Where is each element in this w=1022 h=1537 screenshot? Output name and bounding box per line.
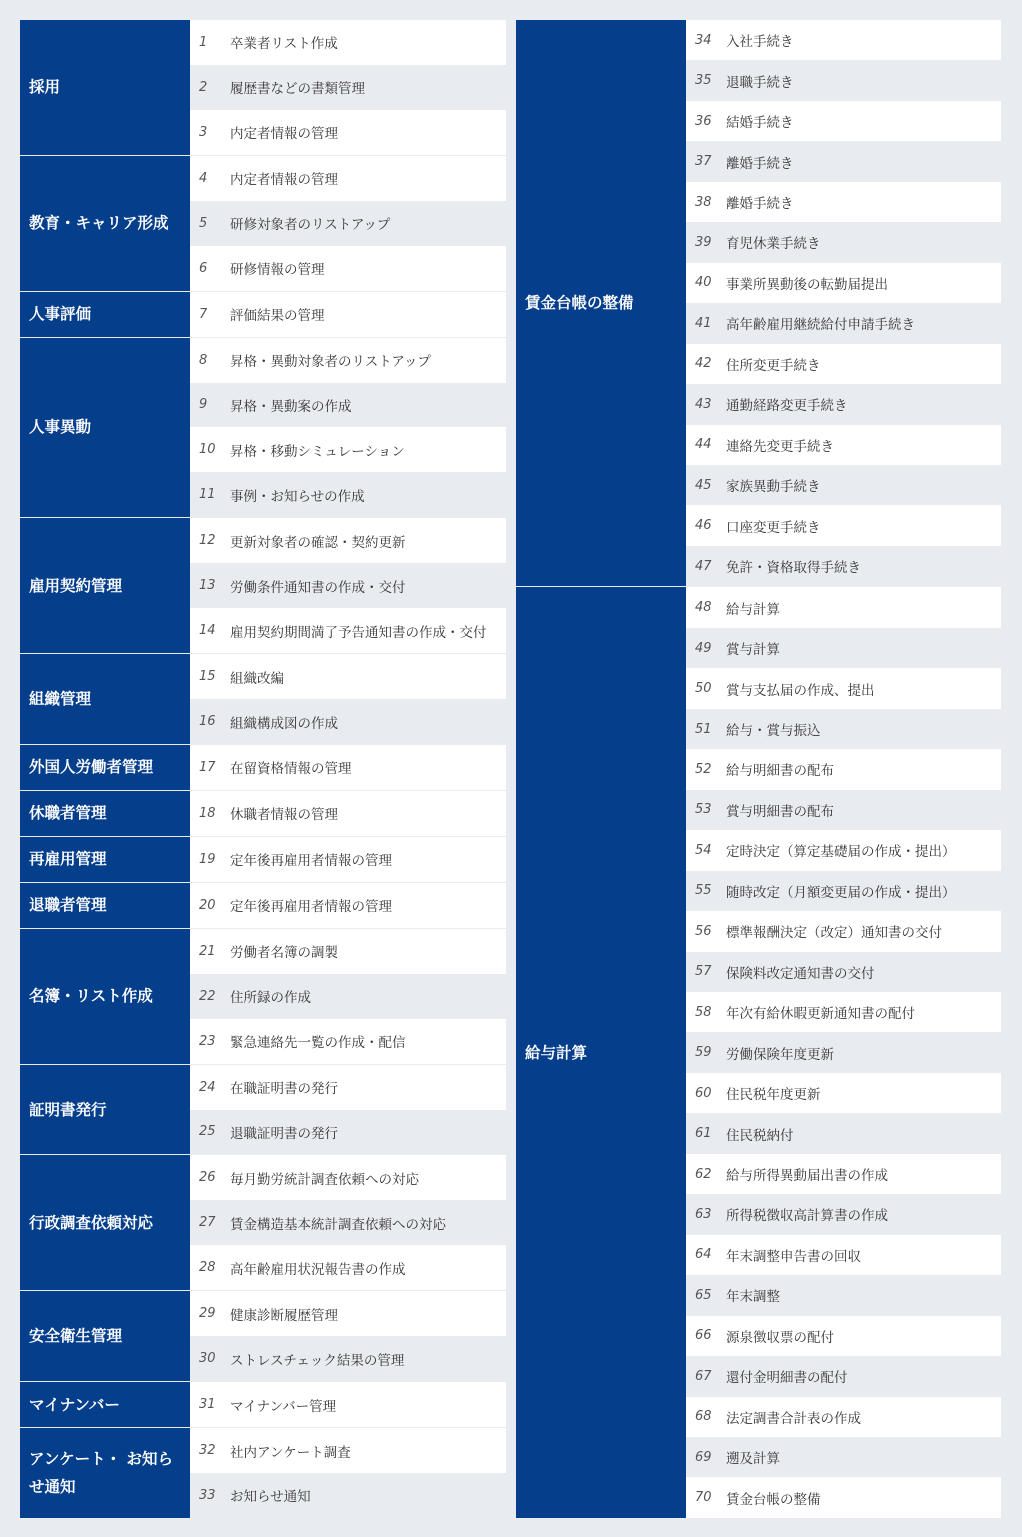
task-row	[190, 1428, 506, 1473]
task-number: 68	[695, 1409, 712, 1425]
task-row	[686, 830, 1001, 870]
task-row	[686, 1032, 1001, 1072]
category-label: 給与計算	[516, 587, 686, 1518]
task-text: 研修情報の管理	[230, 262, 325, 279]
task-number: 46	[695, 518, 712, 534]
task-number: 23	[199, 1033, 216, 1049]
task-text: 事例・お知らせの作成	[230, 488, 365, 505]
task-number: 14	[199, 623, 216, 639]
task-row	[190, 837, 506, 882]
task-row	[190, 699, 506, 744]
task-text: 定年後再雇用者情報の管理	[230, 853, 392, 870]
category-label: 行政調査依頼対応	[20, 1155, 190, 1290]
task-row	[190, 1336, 506, 1381]
task-number: 45	[695, 477, 712, 493]
task-number: 21	[199, 943, 216, 959]
task-number: 2	[199, 79, 208, 95]
task-row	[190, 974, 506, 1019]
task-number: 41	[695, 315, 712, 331]
task-text: 免許・資格取得手続き	[726, 560, 861, 577]
task-number: 3	[199, 124, 208, 140]
task-number: 69	[695, 1449, 712, 1465]
task-text: 住民税年度更新	[726, 1087, 821, 1104]
task-text: 高年齢雇用状況報告書の作成	[230, 1261, 406, 1278]
task-text: 健康診断履歴管理	[230, 1307, 338, 1324]
task-text: 還付金明細書の配付	[726, 1370, 848, 1387]
task-number: 49	[695, 640, 712, 656]
category-group	[20, 837, 506, 883]
task-row	[686, 384, 1001, 424]
task-list	[190, 1291, 506, 1381]
task-number: 57	[695, 964, 712, 980]
task-text: 賞与明細書の配布	[726, 803, 834, 820]
task-text: 研修対象者のリストアップ	[230, 217, 391, 234]
task-text: 雇用契約期間満了予告通知書の作成・交付	[230, 624, 487, 641]
category-label: アンケート・ お知らせ通知	[20, 1428, 190, 1518]
left-task-table	[20, 20, 506, 1518]
task-number: 27	[199, 1215, 216, 1231]
task-text: 評価結果の管理	[230, 308, 325, 325]
task-number: 48	[695, 600, 712, 616]
task-list	[190, 837, 506, 882]
task-row	[686, 1356, 1001, 1396]
task-text: 退職手続き	[726, 74, 794, 91]
category-group	[20, 1428, 506, 1518]
task-row	[686, 1235, 1001, 1275]
task-number: 70	[695, 1490, 712, 1506]
task-list	[190, 791, 506, 836]
task-text: 離婚手続き	[726, 155, 794, 172]
task-row	[686, 790, 1001, 830]
task-row	[686, 60, 1001, 100]
task-list	[190, 883, 506, 928]
task-text: 昇格・移動シミュレーション	[230, 443, 405, 460]
task-row	[686, 1154, 1001, 1194]
task-text: 休職者情報の管理	[230, 807, 338, 824]
task-number: 53	[695, 802, 712, 818]
category-group	[20, 883, 506, 929]
task-row	[686, 505, 1001, 545]
task-row	[190, 1245, 506, 1290]
task-text: 定時決定（算定基礎届の作成・提出）	[726, 844, 956, 861]
task-row	[190, 1291, 506, 1336]
category-group	[20, 1155, 506, 1291]
task-number: 1	[199, 34, 208, 50]
task-row	[686, 668, 1001, 708]
task-number: 19	[199, 851, 216, 867]
task-list	[190, 518, 506, 653]
task-row	[190, 292, 506, 337]
task-row	[190, 654, 506, 699]
task-row	[190, 65, 506, 110]
task-row	[686, 303, 1001, 343]
task-number: 12	[199, 533, 216, 549]
task-list	[190, 20, 506, 155]
category-label: 採用	[20, 20, 190, 155]
task-text: 給与明細書の配布	[726, 763, 834, 780]
task-number: 39	[695, 234, 712, 250]
task-row	[686, 749, 1001, 789]
task-row	[190, 563, 506, 608]
task-number: 7	[199, 306, 208, 322]
task-row	[686, 344, 1001, 384]
task-text: 定年後再雇用者情報の管理	[230, 899, 392, 916]
task-row	[190, 1473, 506, 1518]
task-text: 保険料改定通知書の交付	[726, 965, 875, 982]
task-number: 29	[199, 1306, 216, 1322]
task-row	[686, 709, 1001, 749]
category-label: 名簿・リスト作成	[20, 929, 190, 1064]
task-row	[686, 1275, 1001, 1315]
task-row	[686, 101, 1001, 141]
task-row	[686, 628, 1001, 668]
task-text: 賃金構造基本統計調査依頼への対応	[230, 1216, 446, 1233]
category-label: マイナンバー	[20, 1382, 190, 1427]
task-number: 42	[695, 356, 712, 372]
task-list	[190, 1065, 506, 1155]
task-number: 11	[199, 487, 216, 503]
category-group	[20, 654, 506, 745]
task-row	[686, 992, 1001, 1032]
task-number: 34	[695, 32, 712, 48]
task-text: 結婚手続き	[726, 115, 794, 132]
task-number: 33	[199, 1487, 216, 1503]
task-row	[686, 871, 1001, 911]
task-list	[190, 745, 506, 790]
category-group	[20, 518, 506, 654]
task-row	[686, 1477, 1001, 1517]
task-text: 賞与支払届の作成、提出	[726, 682, 875, 699]
task-number: 59	[695, 1045, 712, 1061]
task-number: 28	[199, 1260, 216, 1276]
task-row	[190, 383, 506, 428]
category-group	[20, 1291, 506, 1382]
task-text: 労働者名簿の調製	[230, 945, 338, 962]
task-row	[686, 465, 1001, 505]
category-group	[20, 292, 506, 338]
task-text: 労働保険年度更新	[726, 1046, 834, 1063]
task-row	[190, 929, 506, 974]
task-number: 43	[695, 396, 712, 412]
task-number: 16	[199, 714, 216, 730]
task-text: 給与計算	[726, 601, 780, 618]
task-row	[190, 156, 506, 201]
task-text: ストレスチェック結果の管理	[230, 1352, 405, 1369]
task-row	[686, 182, 1001, 222]
task-number: 44	[695, 437, 712, 453]
category-group	[20, 1065, 506, 1156]
task-text: 昇格・異動対象者のリストアップ	[230, 354, 431, 371]
task-number: 36	[695, 113, 712, 129]
task-row	[190, 1065, 506, 1110]
task-number: 50	[695, 681, 712, 697]
task-text: 所得税徴収高計算書の作成	[726, 1208, 888, 1225]
task-row	[190, 1019, 506, 1064]
task-number: 52	[695, 761, 712, 777]
task-row	[190, 1200, 506, 1245]
task-text: 内定者情報の管理	[230, 126, 338, 143]
category-label: 教育・キャリア形成	[20, 156, 190, 291]
task-row	[190, 791, 506, 836]
category-label: 退職者管理	[20, 883, 190, 928]
task-row	[686, 1194, 1001, 1234]
task-number: 37	[695, 154, 712, 170]
task-row	[686, 141, 1001, 181]
task-row	[686, 1113, 1001, 1153]
category-label: 再雇用管理	[20, 837, 190, 882]
category-group	[20, 338, 506, 519]
task-number: 4	[199, 170, 208, 186]
task-number: 62	[695, 1166, 712, 1182]
task-list	[686, 587, 1001, 1518]
task-number: 8	[199, 352, 208, 368]
task-text: 年次有給休暇更新通知書の配付	[726, 1006, 915, 1023]
task-text: 昇格・異動案の作成	[230, 398, 352, 415]
task-list	[190, 654, 506, 744]
task-row	[190, 518, 506, 563]
task-number: 51	[695, 721, 712, 737]
task-row	[686, 1316, 1001, 1356]
task-text: 源泉徴収票の配付	[726, 1329, 834, 1346]
task-number: 30	[199, 1351, 216, 1367]
category-label: 人事異動	[20, 338, 190, 518]
task-number: 31	[199, 1397, 216, 1413]
task-row	[686, 1073, 1001, 1113]
task-row	[686, 222, 1001, 262]
task-list	[190, 156, 506, 291]
task-text: 遡及計算	[726, 1451, 780, 1468]
task-text: 在留資格情報の管理	[230, 761, 352, 778]
task-row	[190, 338, 506, 383]
task-text: 住民税納付	[726, 1127, 794, 1144]
task-row	[686, 911, 1001, 951]
task-list	[686, 20, 1001, 586]
category-group	[20, 929, 506, 1065]
task-text: マイナンバー管理	[230, 1398, 337, 1415]
task-row	[686, 263, 1001, 303]
task-row	[190, 472, 506, 517]
task-number: 54	[695, 842, 712, 858]
task-number: 26	[199, 1170, 216, 1186]
task-text: 年末調整申告書の回収	[726, 1248, 861, 1265]
category-group	[516, 587, 1001, 1518]
category-group	[20, 745, 506, 791]
task-number: 18	[199, 805, 216, 821]
task-number: 32	[199, 1443, 216, 1459]
category-group	[20, 791, 506, 837]
category-label: 賃金台帳の整備	[516, 20, 686, 586]
task-text: 内定者情報の管理	[230, 172, 338, 189]
task-number: 13	[199, 578, 216, 594]
task-number: 38	[695, 194, 712, 210]
task-row	[190, 1110, 506, 1155]
category-label: 人事評価	[20, 292, 190, 337]
category-group	[20, 20, 506, 156]
task-number: 24	[199, 1079, 216, 1095]
task-text: 賃金台帳の整備	[726, 1491, 821, 1508]
task-row	[190, 608, 506, 653]
category-label: 安全衛生管理	[20, 1291, 190, 1381]
task-number: 66	[695, 1328, 712, 1344]
task-row	[190, 745, 506, 790]
task-text: 連絡先変更手続き	[726, 438, 834, 455]
category-label: 証明書発行	[20, 1065, 190, 1155]
task-number: 9	[199, 397, 208, 413]
task-number: 25	[199, 1124, 216, 1140]
task-number: 6	[199, 260, 208, 276]
task-text: 口座変更手続き	[726, 519, 821, 536]
task-row	[686, 20, 1001, 60]
task-number: 60	[695, 1085, 712, 1101]
task-list	[190, 929, 506, 1064]
category-label: 休職者管理	[20, 791, 190, 836]
task-row	[686, 546, 1001, 586]
task-number: 22	[199, 988, 216, 1004]
task-text: 毎月勤労統計調査依頼への対応	[230, 1171, 419, 1188]
right-task-table	[516, 20, 1001, 1518]
category-label: 組織管理	[20, 654, 190, 744]
task-list	[190, 1155, 506, 1290]
category-label: 外国人労働者管理	[20, 745, 190, 790]
task-row	[190, 246, 506, 291]
category-group	[20, 156, 506, 292]
task-text: 卒業者リスト作成	[230, 36, 338, 53]
task-text: 更新対象者の確認・契約更新	[230, 534, 406, 551]
task-text: 退職証明書の発行	[230, 1125, 338, 1142]
task-number: 56	[695, 923, 712, 939]
task-row	[190, 1155, 506, 1200]
task-row	[190, 883, 506, 928]
task-list	[190, 292, 506, 337]
task-number: 64	[695, 1247, 712, 1263]
task-text: 事業所異動後の転勤届提出	[726, 276, 888, 293]
task-text: 通勤経路変更手続き	[726, 398, 848, 415]
task-list	[190, 1428, 506, 1518]
task-text: 給与所得異動届出書の作成	[726, 1168, 888, 1184]
task-text: 在職証明書の発行	[230, 1081, 338, 1098]
task-text: 賞与計算	[726, 642, 780, 659]
task-text: 組織改編	[230, 670, 284, 687]
task-text: 法定調書合計表の作成	[726, 1410, 861, 1427]
task-number: 63	[695, 1206, 712, 1222]
task-row	[190, 427, 506, 472]
category-group	[516, 20, 1001, 587]
task-row	[190, 20, 506, 65]
task-number: 65	[695, 1287, 712, 1303]
task-row	[190, 1382, 506, 1427]
task-number: 40	[695, 275, 712, 291]
task-text: 社内アンケート調査	[230, 1444, 351, 1461]
task-row	[686, 587, 1001, 627]
category-group	[20, 1382, 506, 1428]
task-number: 55	[695, 883, 712, 899]
task-text: 育児休業手続き	[726, 236, 821, 253]
task-text: 家族異動手続き	[726, 479, 821, 496]
task-text: 年末調整	[726, 1289, 780, 1306]
task-text: 入社手続き	[726, 34, 794, 51]
task-text: 住所変更手続き	[726, 357, 821, 374]
task-row	[686, 1437, 1001, 1477]
category-label: 雇用契約管理	[20, 518, 190, 653]
task-number: 47	[695, 558, 712, 574]
task-row	[686, 952, 1001, 992]
task-text: 組織構成図の作成	[230, 715, 338, 732]
task-row	[686, 1397, 1001, 1437]
task-row	[686, 425, 1001, 465]
task-list	[190, 1382, 506, 1427]
task-number: 5	[199, 215, 208, 231]
task-list	[190, 338, 506, 518]
task-number: 20	[199, 897, 216, 913]
task-number: 61	[695, 1126, 712, 1142]
task-text: 労働条件通知書の作成・交付	[230, 579, 406, 596]
task-text: 履歴書などの書類管理	[230, 81, 365, 98]
task-text: 緊急連絡先一覧の作成・配信	[230, 1035, 406, 1052]
task-text: お知らせ通知	[230, 1489, 311, 1506]
task-number: 58	[695, 1004, 712, 1020]
task-row	[190, 201, 506, 246]
task-number: 35	[695, 73, 712, 89]
task-text: 標準報酬決定（改定）通知書の交付	[726, 925, 942, 942]
task-number: 17	[199, 759, 216, 775]
task-text: 住所録の作成	[230, 990, 311, 1007]
task-row	[190, 110, 506, 155]
task-text: 随時改定（月額変更届の作成・提出）	[726, 884, 956, 901]
task-text: 給与・賞与振込	[726, 723, 821, 740]
task-text: 高年齢雇用継続給付申請手続き	[726, 317, 915, 334]
task-number: 67	[695, 1368, 712, 1384]
task-number: 10	[199, 442, 216, 458]
task-text: 離婚手続き	[726, 196, 794, 213]
task-number: 15	[199, 669, 216, 685]
